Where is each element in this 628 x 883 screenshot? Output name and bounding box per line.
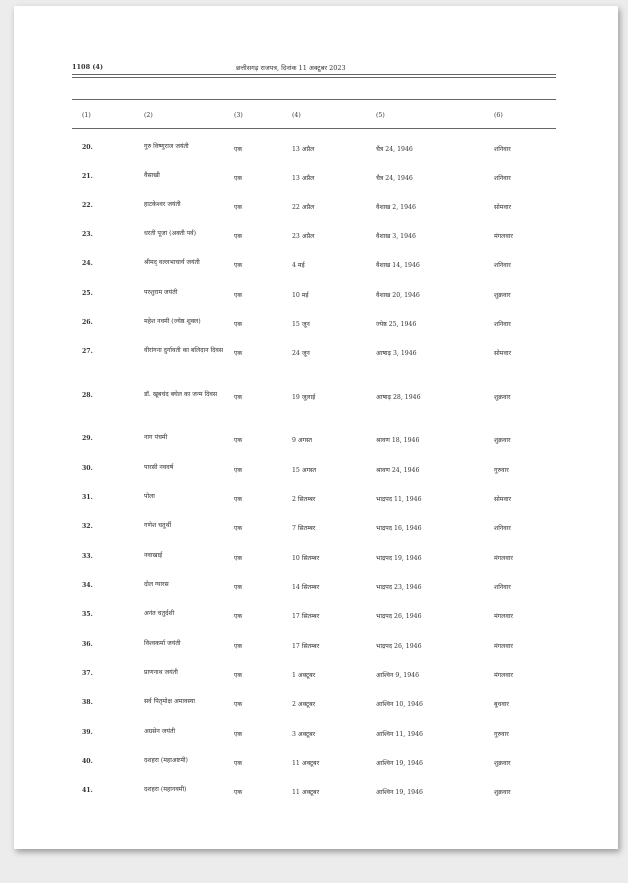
holiday-name: वैसाखी: [144, 172, 160, 179]
gazette-page: [14, 6, 618, 849]
weekday: शुक्रवार: [494, 760, 511, 767]
saka-date: आश्विन 10, 1946: [376, 701, 423, 708]
row-number: 26.: [82, 319, 93, 326]
saka-date: वैशाख 14, 1946: [376, 262, 420, 269]
duration: एक: [234, 292, 243, 299]
row-number: 39.: [82, 729, 93, 736]
saka-date: भाद्रपद 19, 1946: [376, 555, 422, 562]
holiday-name: दोल ग्यारस: [144, 581, 169, 588]
holiday-name: अग्रसेन जयंती: [144, 728, 176, 735]
holiday-name: पारसी नववर्ष: [144, 464, 174, 471]
gregorian-date: 17 सितम्बर: [292, 643, 320, 650]
row-number: 27.: [82, 348, 93, 355]
gregorian-date: 14 सितम्बर: [292, 584, 320, 591]
row-number: 31.: [82, 494, 93, 501]
gregorian-date: 13 अप्रैल: [292, 175, 315, 182]
row-number: 23.: [82, 231, 93, 238]
gregorian-date: 1 अक्टूबर: [292, 672, 316, 679]
saka-date: आश्विन 19, 1946: [376, 789, 423, 796]
column-header: (4): [292, 112, 301, 119]
duration: एक: [234, 437, 243, 444]
holiday-name: डॉ. खूबचंद बघेल का जन्म दिवस: [144, 391, 218, 398]
gregorian-date: 11 अक्टूबर: [292, 760, 320, 767]
row-number: 36.: [82, 641, 93, 648]
weekday: मंगलवार: [494, 643, 513, 650]
holiday-name: दशहरा (महाअष्टमी): [144, 757, 188, 764]
holiday-name: सर्व पितृमोक्ष अमावस्या: [144, 698, 196, 705]
row-number: 24.: [82, 260, 93, 267]
gregorian-date: 19 जुलाई: [292, 394, 316, 401]
duration: एक: [234, 394, 243, 401]
holiday-name: हाटकेश्वर जयंती: [144, 201, 181, 208]
saka-date: भाद्रपद 23, 1946: [376, 584, 422, 591]
weekday: शुक्रवार: [494, 394, 511, 401]
weekday: शुक्रवार: [494, 437, 511, 444]
weekday: सोमवार: [494, 350, 512, 357]
weekday: गुरुवार: [494, 731, 509, 738]
duration: एक: [234, 146, 243, 153]
duration: एक: [234, 350, 243, 357]
holiday-name: श्रीमद् वल्लभाचार्य जयंती: [144, 259, 200, 266]
row-number: 21.: [82, 173, 93, 180]
duration: एक: [234, 525, 243, 532]
holiday-name: नाग पंचमी: [144, 434, 168, 441]
gregorian-date: 15 अगस्त: [292, 467, 316, 474]
holiday-name: पोला: [144, 493, 155, 500]
saka-date: वैशाख 3, 1946: [376, 233, 416, 240]
duration: एक: [234, 555, 243, 562]
row-number: 25.: [82, 290, 93, 297]
saka-date: ज्येष्ठ 25, 1946: [376, 321, 417, 328]
row-number: 37.: [82, 670, 93, 677]
row-number: 33.: [82, 553, 93, 560]
holiday-name: वीरांगना दुर्गावती का बलिदान दिवस: [144, 347, 224, 354]
weekday: सोमवार: [494, 204, 512, 211]
weekday: बुधवार: [494, 701, 509, 708]
duration: एक: [234, 613, 243, 620]
holiday-name: विश्वकर्मा जयंती: [144, 640, 181, 647]
weekday: शनिवार: [494, 525, 511, 532]
saka-date: आश्विन 9, 1946: [376, 672, 420, 679]
row-number: 38.: [82, 699, 93, 706]
duration: एक: [234, 731, 243, 738]
header-rule-bottom: [72, 77, 556, 78]
gregorian-date: 3 अक्टूबर: [292, 731, 316, 738]
duration: एक: [234, 760, 243, 767]
weekday: गुरुवार: [494, 467, 509, 474]
duration: एक: [234, 204, 243, 211]
row-number: 32.: [82, 523, 93, 530]
gregorian-date: 23 अप्रैल: [292, 233, 315, 240]
duration: एक: [234, 467, 243, 474]
row-number: 28.: [82, 392, 93, 399]
weekday: मंगलवार: [494, 613, 513, 620]
duration: एक: [234, 789, 243, 796]
gregorian-date: 17 सितम्बर: [292, 613, 320, 620]
saka-date: वैशाख 20, 1946: [376, 292, 420, 299]
holiday-name: गुरु विष्णुराज जयंती: [144, 143, 189, 150]
holiday-name: महेश नवमी (ज्येष्ठ शुक्ल): [144, 318, 201, 325]
weekday: शुक्रवार: [494, 292, 511, 299]
saka-date: आश्विन 19, 1946: [376, 760, 423, 767]
duration: एक: [234, 496, 243, 503]
duration: एक: [234, 233, 243, 240]
gregorian-date: 13 अप्रैल: [292, 146, 315, 153]
gregorian-date: 2 अक्टूबर: [292, 701, 316, 708]
saka-date: वैशाख 2, 1946: [376, 204, 416, 211]
gregorian-date: 9 अगस्त: [292, 437, 313, 444]
row-number: 22.: [82, 202, 93, 209]
holiday-name: परशुराम जयंती: [144, 289, 178, 296]
weekday: शनिवार: [494, 584, 511, 591]
header-rule-top: [72, 74, 556, 75]
saka-date: चैत्र 24, 1946: [376, 146, 413, 153]
column-header: (1): [82, 112, 91, 119]
gazette-title: छत्तीसगढ़ राजपत्र, दिनांक 11 अक्टूबर 2023: [236, 64, 346, 72]
table-header-rule: [72, 128, 556, 129]
saka-date: भाद्रपद 26, 1946: [376, 613, 422, 620]
weekday: शनिवार: [494, 262, 511, 269]
column-header: (3): [234, 112, 243, 119]
gregorian-date: 22 अप्रैल: [292, 204, 315, 211]
holiday-name: धरती पूजा (अक्ती पर्व): [144, 230, 197, 237]
gregorian-date: 10 मई: [292, 292, 309, 299]
weekday: शनिवार: [494, 175, 511, 182]
gregorian-date: 24 जून: [292, 350, 310, 357]
duration: एक: [234, 643, 243, 650]
column-header: (2): [144, 112, 153, 119]
weekday: सोमवार: [494, 496, 512, 503]
saka-date: भाद्रपद 26, 1946: [376, 643, 422, 650]
column-header: (5): [376, 112, 385, 119]
duration: एक: [234, 175, 243, 182]
column-header: (6): [494, 112, 503, 119]
weekday: शनिवार: [494, 146, 511, 153]
row-number: 30.: [82, 465, 93, 472]
weekday: मंगलवार: [494, 672, 513, 679]
row-number: 41.: [82, 787, 93, 794]
row-number: 20.: [82, 144, 93, 151]
page-number: 1108 (4): [72, 63, 104, 71]
holiday-name: अनंत चतुर्दशी: [144, 610, 175, 617]
gregorian-date: 4 मई: [292, 262, 305, 269]
weekday: शुक्रवार: [494, 789, 511, 796]
saka-date: आषाढ़ 3, 1946: [376, 350, 417, 357]
duration: एक: [234, 262, 243, 269]
row-number: 34.: [82, 582, 93, 589]
row-number: 29.: [82, 435, 93, 442]
gregorian-date: 7 सितम्बर: [292, 525, 316, 532]
gregorian-date: 15 जून: [292, 321, 310, 328]
row-number: 40.: [82, 758, 93, 765]
row-number: 35.: [82, 611, 93, 618]
gregorian-date: 11 अक्टूबर: [292, 789, 320, 796]
weekday: मंगलवार: [494, 555, 513, 562]
saka-date: आश्विन 11, 1946: [376, 731, 423, 738]
gregorian-date: 2 सितम्बर: [292, 496, 316, 503]
saka-date: चैत्र 24, 1946: [376, 175, 413, 182]
holiday-name: दशहरा (महानवमी): [144, 786, 187, 793]
saka-date: श्रावण 24, 1946: [376, 467, 420, 474]
duration: एक: [234, 672, 243, 679]
saka-date: भाद्रपद 11, 1946: [376, 496, 422, 503]
table-top-rule: [72, 99, 556, 100]
saka-date: श्रावण 18, 1946: [376, 437, 420, 444]
holiday-name: नवाखाई: [144, 552, 163, 559]
duration: एक: [234, 701, 243, 708]
gregorian-date: 10 सितम्बर: [292, 555, 320, 562]
saka-date: आषाढ़ 28, 1946: [376, 394, 421, 401]
duration: एक: [234, 321, 243, 328]
duration: एक: [234, 584, 243, 591]
weekday: शनिवार: [494, 321, 511, 328]
holiday-name: प्राणनाथ जयंती: [144, 669, 178, 676]
weekday: मंगलवार: [494, 233, 513, 240]
holiday-name: गणेश चतुर्थी: [144, 522, 172, 529]
saka-date: भाद्रपद 16, 1946: [376, 525, 422, 532]
